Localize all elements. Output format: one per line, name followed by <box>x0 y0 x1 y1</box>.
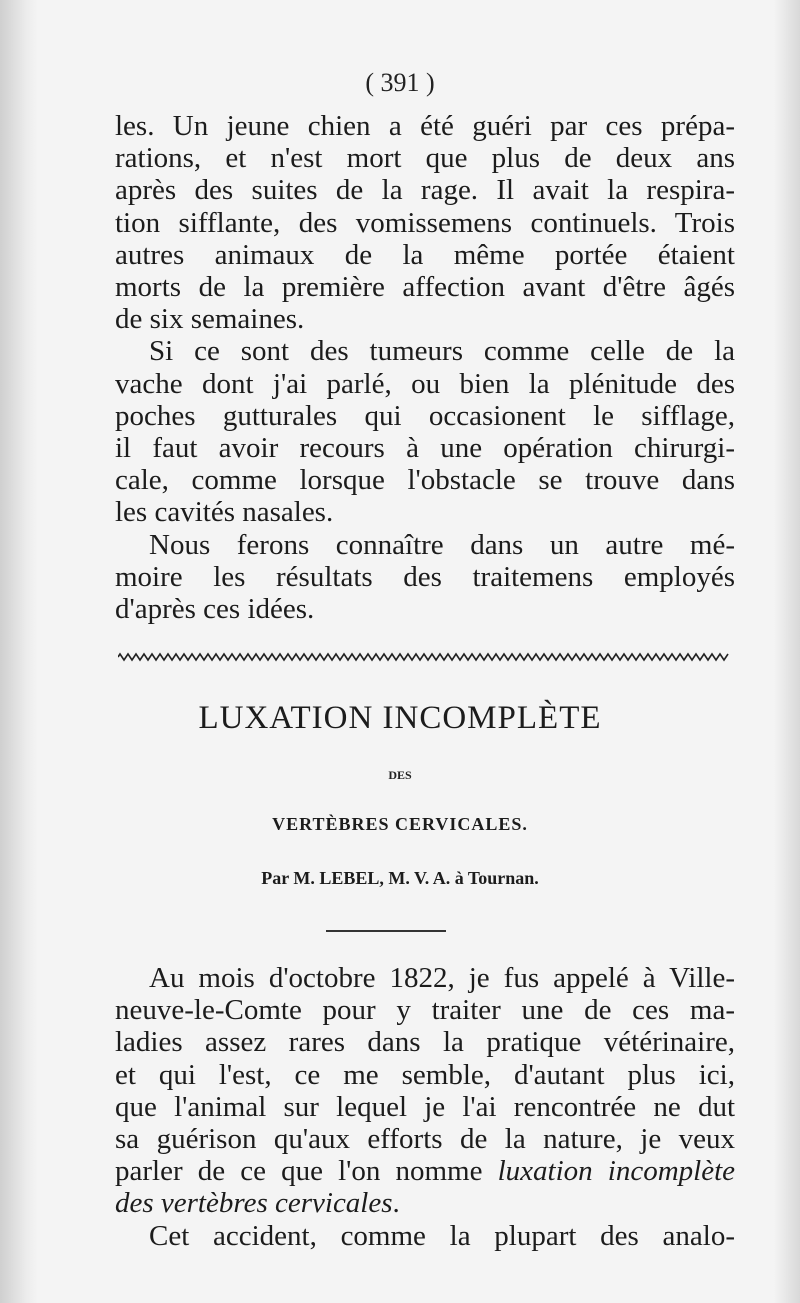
body-line: cale, comme lorsque l'obstacle se trouve dans <box>115 464 735 497</box>
short-rule <box>326 930 446 932</box>
body-line: neuve-le-Comte pour y traiter une de ces ma- <box>115 994 735 1027</box>
body-line: Au mois d'octobre 1822, je fus appelé à Ville- <box>149 962 735 994</box>
body-line-text: . <box>392 1187 400 1220</box>
body-line: d'après ces idées. <box>115 593 315 626</box>
section-1 <box>115 110 735 625</box>
body-line: vache dont j'ai parlé, ou bien la plénitude des <box>115 367 735 400</box>
body-line: sa guérison qu'aux efforts de la nature, je veux <box>115 1123 735 1156</box>
body-line: de six semaines. <box>115 303 305 336</box>
page-edge-shadow <box>774 0 800 1303</box>
page-gutter-shadow <box>0 0 38 1303</box>
body-line: poches gutturales qui occasionent le sifflage, <box>115 399 735 432</box>
body-line: les. Un jeune chien a été guéri par ces prépa- <box>115 110 735 142</box>
body-line: moire les résultats des traitemens employés <box>115 560 735 593</box>
body-line: morts de la première affection avant d'être âgés <box>115 271 735 304</box>
body-line: Cet accident, comme la plupart des analo- <box>149 1219 735 1252</box>
body-line: et qui l'est, ce me semble, d'autant plus ici, <box>115 1058 735 1091</box>
section-2-body <box>115 962 735 1252</box>
article-byline: Par M. LEBEL, M. V. A. à Tournan. <box>261 868 539 888</box>
article-connector: DES <box>388 768 412 782</box>
body-line: il faut avoir recours à une opération chirurgi- <box>115 432 735 465</box>
body-line-mixed <box>115 1187 735 1219</box>
decorative-divider <box>118 652 730 662</box>
body-line: ladies assez rares dans la pratique vétérinaire, <box>115 1026 735 1059</box>
body-line: que l'animal sur lequel je l'ai rencontrée ne dut <box>115 1090 735 1123</box>
body-line: autres animaux de la même portée étaient <box>115 238 735 271</box>
article-subtitle: VERTÈBRES CERVICALES. <box>272 814 528 834</box>
body-line: tion sifflante, des vomissemens continuels. Trois <box>115 206 735 239</box>
section-1-body <box>115 110 735 625</box>
body-line: Si ce sont des tumeurs comme celle de la <box>149 335 735 368</box>
body-line-mixed <box>115 1155 735 1187</box>
body-line-text: parler de ce que l'on nomme <box>115 1155 483 1188</box>
body-line: après des suites de la rage. Il avait la respira- <box>115 174 735 207</box>
section-2 <box>115 962 735 1252</box>
italic-term: luxation incomplète <box>497 1155 736 1188</box>
article-title: LUXATION INCOMPLÈTE <box>198 700 602 736</box>
body-line: Nous ferons connaître dans un autre mé- <box>149 528 735 561</box>
page-number: ( 391 ) <box>365 68 435 97</box>
body-line: rations, et n'est mort que plus de deux ans <box>115 142 735 175</box>
body-line: les cavités nasales. <box>115 496 334 529</box>
italic-term: des vertèbres cervicales <box>115 1187 393 1220</box>
